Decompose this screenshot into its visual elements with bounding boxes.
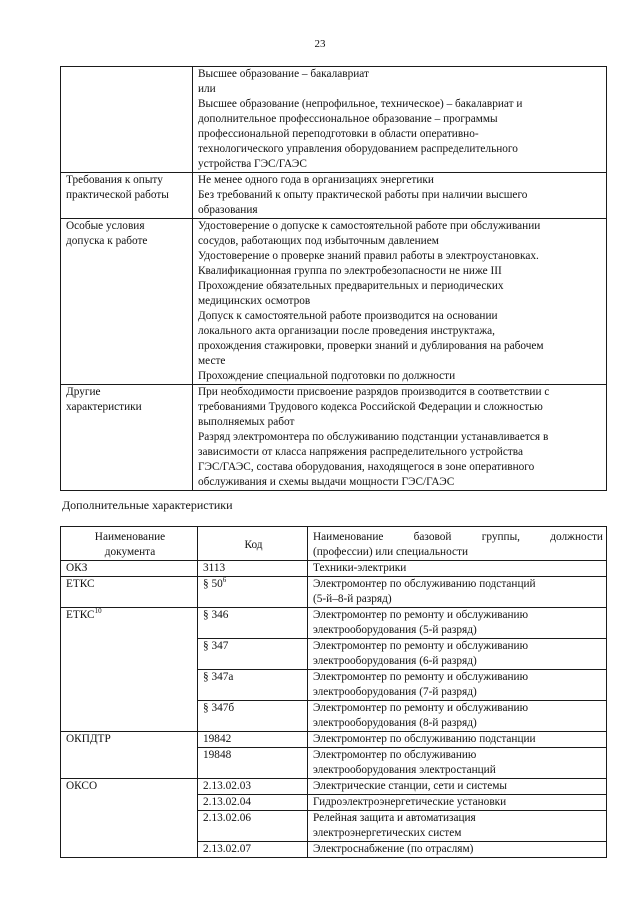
section-heading: Дополнительные характеристики: [62, 498, 233, 512]
code-value: 3113: [203, 562, 226, 574]
row-label-line: Требования к опыту: [66, 174, 163, 186]
header-document: [61, 527, 198, 561]
row-value-line: Прохождение обязательных предварительных и периодических: [198, 280, 504, 292]
code-value: 2.13.02.03: [203, 780, 252, 792]
page-number: 23: [314, 38, 326, 50]
code-value: 2.13.02.04: [203, 796, 252, 808]
name-line: Электромонтер по ремонту и обслуживанию: [313, 671, 529, 683]
header-word: Наименование: [313, 531, 384, 543]
row-value: [193, 173, 607, 219]
name-line: электрооборудования электростанций: [313, 764, 496, 776]
name-cell: [308, 748, 607, 779]
name-line: Электромонтер по ремонту и обслуживанию: [313, 640, 529, 652]
name-line: Электромонтер по ремонту и обслуживанию: [313, 609, 529, 621]
header-name: [308, 527, 607, 561]
row-label: [61, 385, 193, 491]
row-label: [61, 67, 193, 173]
name-cell: [308, 639, 607, 670]
document-cell: [61, 608, 198, 732]
row-label: [61, 173, 193, 219]
row-label-line: допуска к работе: [66, 235, 148, 247]
code-cell: [198, 701, 308, 732]
code-cell: [198, 732, 308, 748]
code-value: § 347б: [203, 702, 235, 714]
document-name: ОКЗ: [66, 562, 88, 574]
row-value-line: Высшее образование – бакалавриат: [198, 68, 369, 80]
code-cell: [198, 811, 308, 842]
name-line: Гидроэлектроэнергетические установки: [313, 796, 507, 808]
row-value-line: При необходимости присвоение разрядов производится в соответствии с: [198, 386, 550, 398]
name-line: (5-й–8-й разряд): [313, 593, 392, 605]
row-value-line: обслуживания и схемы выдачи мощности ГЭС/ГАЭС: [198, 476, 455, 488]
table-row: [61, 561, 607, 577]
requirements-row: [61, 219, 607, 385]
code-cell: [198, 748, 308, 779]
row-value-line: технологического управления оборудованием распределительного: [198, 143, 518, 155]
document-name: ЕТКС: [66, 609, 95, 621]
additional-characteristics-table: [60, 526, 607, 858]
header-document-line: документа: [104, 546, 156, 558]
name-line: Электромонтер по ремонту и обслуживанию: [313, 702, 529, 714]
row-value-line: устройства ГЭС/ГАЭС: [198, 158, 307, 170]
code-value: § 346: [203, 609, 229, 621]
code-cell: [198, 608, 308, 639]
row-value-line: Высшее образование (непрофильное, техническое) – бакалавриат и: [198, 98, 523, 110]
code-cell: [198, 795, 308, 811]
code-cell: [198, 639, 308, 670]
footnote-ref: 6: [222, 576, 227, 584]
row-value: [193, 219, 607, 385]
name-line: электрооборудования (6-й разряд): [313, 655, 477, 667]
row-value-line: прохождения стажировки, проверки знаний и дублирования на рабочем: [198, 340, 544, 352]
row-label-line: практической работы: [66, 189, 169, 201]
code-cell: [198, 779, 308, 795]
row-value-line: выполняемых работ: [198, 416, 295, 428]
name-line: Электроснабжение (по отраслям): [313, 843, 474, 855]
row-value-line: или: [198, 83, 216, 95]
table-header-row: [61, 527, 607, 561]
row-value-line: Без требований к опыту практической работы при наличии высшего: [198, 189, 528, 201]
name-cell: [308, 670, 607, 701]
row-label-line: Другие: [66, 386, 101, 398]
row-value-line: Квалификационная группа по электробезопасности не ниже III: [198, 265, 502, 277]
document-cell: [61, 732, 198, 779]
row-value: [193, 385, 607, 491]
name-line: Электромонтер по обслуживанию: [313, 749, 477, 761]
row-value-line: локального акта организации после проведения инструктажа,: [198, 325, 495, 337]
requirements-table: [60, 66, 607, 491]
row-value-line: Не менее одного года в организациях энергетики: [198, 174, 434, 186]
name-line: Электрические станции, сети и системы: [313, 780, 507, 792]
code-value: 19848: [203, 749, 232, 761]
name-line: электрооборудования (8-й разряд): [313, 717, 477, 729]
name-line: Электромонтер по обслуживанию подстанций: [313, 578, 536, 590]
header-word: должности: [550, 531, 603, 543]
document-name: ОКСО: [66, 780, 98, 792]
name-cell: [308, 577, 607, 608]
requirements-row: [61, 173, 607, 219]
table-row: [61, 608, 607, 639]
row-label: [61, 219, 193, 385]
row-value-line: месте: [198, 355, 226, 367]
footnote-ref: 10: [94, 607, 102, 615]
name-line: Электромонтер по обслуживанию подстанции: [313, 733, 536, 745]
name-cell: [308, 795, 607, 811]
name-line: электрооборудования (5-й разряд): [313, 624, 477, 636]
code-value: § 50: [203, 578, 223, 590]
document-cell: [61, 779, 198, 858]
name-line: электроэнергетических систем: [313, 827, 462, 839]
row-value-line: Удостоверение о допуске к самостоятельной работе при обслуживании: [198, 220, 541, 232]
name-cell: [308, 779, 607, 795]
code-cell: [198, 670, 308, 701]
table-row: [61, 577, 607, 608]
name-cell: [308, 608, 607, 639]
code-cell: [198, 561, 308, 577]
name-cell: [308, 842, 607, 858]
document-name: ЕТКС: [66, 578, 95, 590]
name-cell: [308, 811, 607, 842]
code-value: 19842: [203, 733, 232, 745]
header-code-text: Код: [244, 538, 263, 551]
row-value-line: зависимости от класса напряжения распределительного устройства: [198, 446, 523, 458]
row-value-line: сосудов, работающих под избыточным давлением: [198, 235, 439, 247]
name-cell: [308, 732, 607, 748]
name-line: Техники-электрики: [313, 562, 407, 574]
row-value-line: профессиональной переподготовки в области оперативно-: [198, 128, 479, 140]
row-value: [193, 67, 607, 173]
row-value-line: требованиями Трудового кодекса Российской Федерации и сложностью: [198, 401, 543, 413]
header-code: [198, 527, 308, 561]
requirements-row: [61, 385, 607, 491]
table-row: [61, 779, 607, 795]
code-cell: [198, 577, 308, 608]
document-name: ОКПДТР: [66, 733, 111, 745]
code-value: § 347а: [203, 671, 234, 683]
row-value-line: медицинских осмотров: [198, 295, 311, 307]
table-row: [61, 732, 607, 748]
row-value-line: Удостоверение о проверке знаний правил работы в электроустановках.: [198, 250, 539, 262]
row-value-line: Прохождение специальной подготовки по должности: [198, 370, 456, 382]
name-cell: [308, 701, 607, 732]
header-name-line1: [313, 530, 603, 545]
code-value: § 347: [203, 640, 229, 652]
header-word: группы,: [481, 531, 521, 543]
name-cell: [308, 561, 607, 577]
header-document-line: Наименование: [94, 531, 166, 543]
document-cell: [61, 577, 198, 608]
row-label-line: Особые условия: [66, 220, 145, 232]
code-value: 2.13.02.07: [203, 843, 252, 855]
header-word: базовой: [413, 531, 452, 543]
row-value-line: Разряд электромонтера по обслуживанию подстанции устанавливается в: [198, 431, 549, 443]
code-value: 2.13.02.06: [203, 812, 252, 824]
code-cell: [198, 842, 308, 858]
row-value-line: образования: [198, 204, 258, 216]
header-name-line2: (профессии) или специальности: [313, 546, 469, 558]
requirements-row: [61, 67, 607, 173]
name-line: Релейная защита и автоматизация: [313, 812, 476, 824]
row-value-line: дополнительное профессиональное образование – программы: [198, 113, 498, 125]
row-label-line: характеристики: [66, 401, 142, 413]
row-value-line: Допуск к самостоятельной работе производится на основании: [198, 310, 498, 322]
document-cell: [61, 561, 198, 577]
row-value-line: ГЭС/ГАЭС, состава оборудования, находящегося в зоне оперативного: [198, 461, 535, 473]
name-line: электрооборудования (7-й разряд): [313, 686, 477, 698]
